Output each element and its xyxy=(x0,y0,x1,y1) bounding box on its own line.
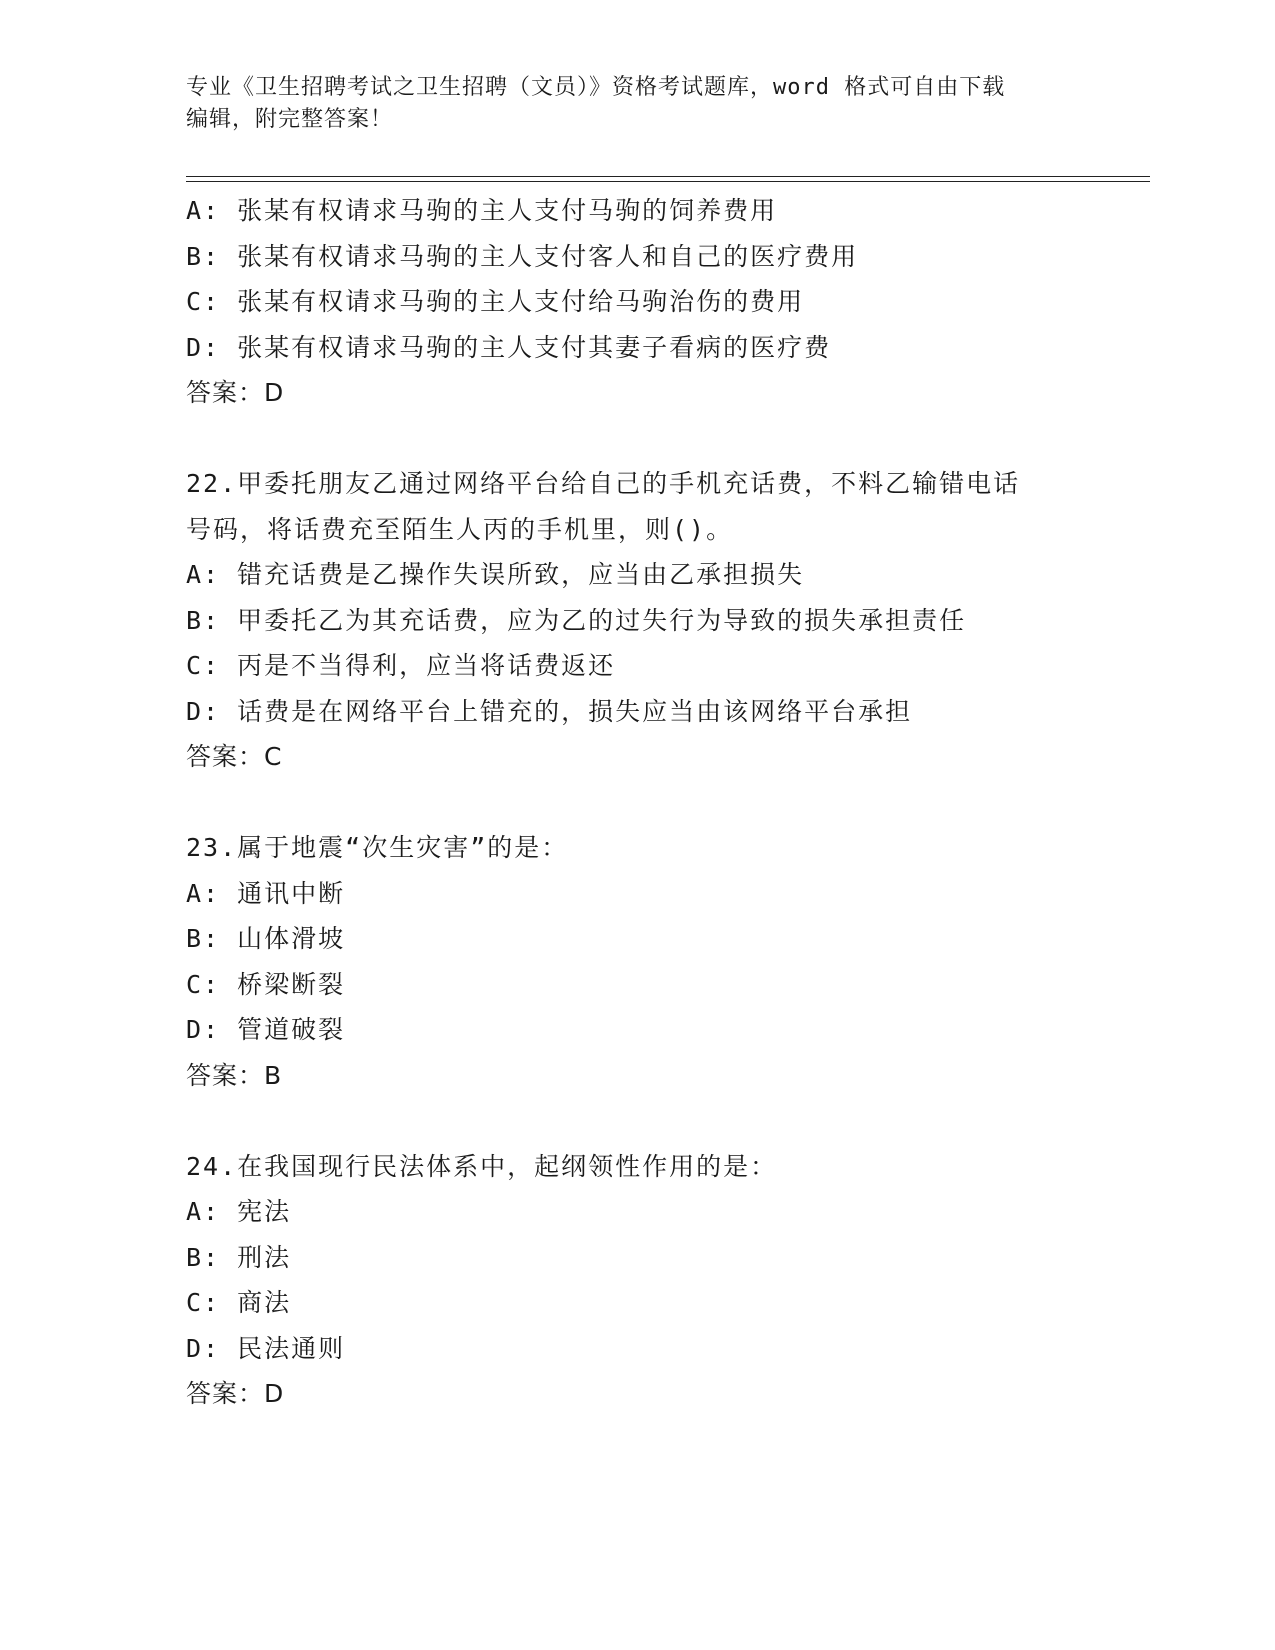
question-text-line-1: 23.属于地震“次生灾害”的是： xyxy=(186,833,569,862)
block-spacer xyxy=(186,1098,1150,1144)
question-block-23 xyxy=(186,825,1150,1098)
header-line-2: 编辑，附完整答案！ xyxy=(186,107,394,132)
option-b: B: 山体滑坡 xyxy=(186,924,346,953)
header-rule-top xyxy=(186,176,1150,177)
option-b: B: 张某有权请求马驹的主人支付客人和自己的医疗费用 xyxy=(186,241,859,271)
option-b: B: 甲委托乙为其充话费，应为乙的过失行为导致的损失承担责任 xyxy=(186,605,967,635)
question-text-line-1: 22.甲委托朋友乙通过网络平台给自己的手机充话费，不料乙输错电话 xyxy=(186,469,1021,498)
question-list xyxy=(186,188,1150,1417)
option-a: A: 错充话费是乙操作失误所致，应当由乙承担损失 xyxy=(186,560,805,589)
option-c: C: 商法 xyxy=(186,1288,292,1317)
question-block-22 xyxy=(186,461,1150,780)
option-a: A: 通讯中断 xyxy=(186,878,346,908)
option-a: A: 宪法 xyxy=(186,1197,292,1226)
option-d: D: 管道破裂 xyxy=(186,1015,346,1044)
question-text-line-2: 号码，将话费充至陌生人丙的手机里，则()。 xyxy=(186,514,734,544)
block-spacer xyxy=(186,780,1150,826)
header-line-1: 专业《卫生招聘考试之卫生招聘（文员）》资格考试题库，word 格式可自由下载 xyxy=(186,75,1006,100)
option-c: C: 丙是不当得利，应当将话费返还 xyxy=(186,651,616,680)
question-block-21 xyxy=(186,188,1150,416)
option-c: C: 张某有权请求马驹的主人支付给马驹治伤的费用 xyxy=(186,287,805,316)
header-rule-bottom xyxy=(186,181,1150,182)
answer-text: 答案：D xyxy=(186,1379,285,1408)
question-block-24 xyxy=(186,1144,1150,1417)
question-text-line-1: 24.在我国现行民法体系中，起纲领性作用的是： xyxy=(186,1151,778,1181)
option-c: C: 桥梁断裂 xyxy=(186,969,346,999)
option-d: D: 张某有权请求马驹的主人支付其妻子看病的医疗费 xyxy=(186,332,832,362)
answer-text: 答案：C xyxy=(186,742,283,771)
option-d: D: 民法通则 xyxy=(186,1333,346,1363)
option-b: B: 刑法 xyxy=(186,1242,292,1272)
option-a: A: 张某有权请求马驹的主人支付马驹的饲养费用 xyxy=(186,196,778,225)
answer-text: 答案：D xyxy=(186,378,285,407)
option-d: D: 话费是在网络平台上错充的，损失应当由该网络平台承担 xyxy=(186,696,913,726)
answer-text: 答案：B xyxy=(186,1060,283,1090)
document-header xyxy=(186,72,1086,136)
block-spacer xyxy=(186,416,1150,462)
